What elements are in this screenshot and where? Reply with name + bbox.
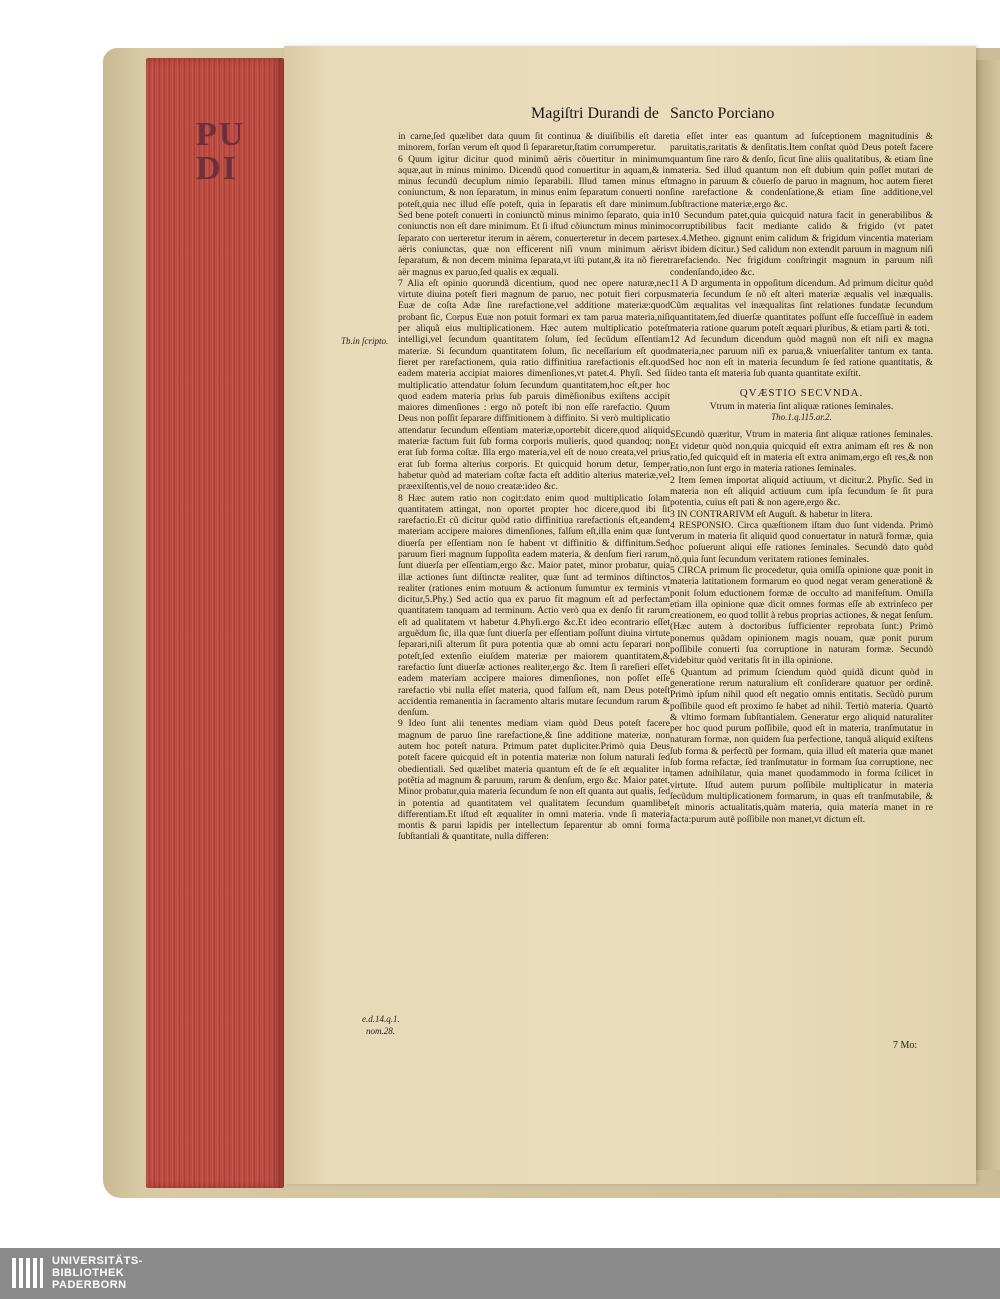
catchword: 7 Mo: <box>893 1040 918 1051</box>
paragraph: 3 IN CONTRARIVM eſt Auguſt. & habetur in litera. <box>670 508 873 520</box>
question-reference: Tho.1.q.115.ar.2. <box>771 412 832 423</box>
paragraph: in carne,ſed quælibet data quum ſit continua & diuiſibilis eſt dare minorem, forſan verum eſt quod ſi ſepararetur,ſtatim corrumperetur. <box>398 131 670 154</box>
paragraph: tia eſſet inter eas quantum ad ſuſceptionem magnitudinis & paruitatis,raritatis & denſitatis.Item conſtat quòd Deus poteſt facere quantum ſine raro & denſo, ſicut ſine aliis qualitatibus, & etiam ſine materia. Sed illud quantum non eſt dubium quin poſſet mutari de magno in paruum & cõuerſo de paruo in magnum, hoc autem fieret ſine rarefactione & condenſatione,& etiam ſine additione,vel ſubſtractione materiæ,ergo &c. <box>670 131 933 210</box>
footer-bar <box>0 1248 1000 1299</box>
running-header-right: Sancto Porciano <box>670 105 775 122</box>
library-stamp: PU DI <box>196 116 246 187</box>
question-title: QVÆSTIO SECVNDA. <box>739 386 864 399</box>
paragraph: 12 Ad ſecundum dicendum quòd magnũ non eſt niſi ex magna materia,nec paruum niſi ex parua,& vniuerſaliter tantum ex tanta. Sed hoc non eſt in materia ſecundum ſe ſed ratione quantitatis, & ideo tanta eſt materia ſub quanta quantitate exiſtit. <box>670 334 933 380</box>
right-page-edge <box>976 60 1000 1170</box>
question-subtitle: Vtrum in materia ſint aliquæ rationes ſeminales. <box>709 400 894 412</box>
library-name-line1: UNIVERSITÄTS- <box>52 1255 143 1267</box>
paragraph: 4 RESPONSIO. Circa quæſtionem iſtam duo ſunt videnda. Primò verum in materia ſit aliquid quod conuertatur in naturã formæ, quia hoc poſuerunt aliqui eſſe rationes ſeminales. Secundò dato quòd nõ,quia ſunt ſecundum veritatem rationes ſeminales. <box>670 519 933 565</box>
running-header-left: Magiſtri Durandi de <box>531 105 659 122</box>
text-column-left <box>398 131 670 843</box>
text-column-right <box>670 131 933 825</box>
margin-note: e.d.14.q.1. <box>362 1014 400 1024</box>
paragraph: 10 Secundum patet,quia quicquid natura facit in generabilibus & corruptibilibus facit mediante calido & frigido (vt patet ex.4.Metheo. gignunt enim calidum & frigidum vincentia materiam vt ibidem dicitur.) Sed calidum non extendit paruum in magnum niſi rarefaciendo. Nec frigidum conſtringit magnum in paruum niſi condenſando,ideo &c. <box>670 210 933 278</box>
paragraph: 9 Ideo ſunt alii tenentes mediam viam quòd Deus poteſt facere magnum de paruo ſine rarefactione,& ſine additione materiæ, non autem hoc poteſt natura. Primum patet dupliciter.Primò quia Deus poteſt facere quicquid eſt in potentia materiæ non ſolum naturali ſed obedientiali. Sed quælibet materia quantum eſt de ſe eſt æqualiter in potẽtia ad magnum & paruum, rarum & denſum, ergo &c. Maior patet. Minor probatur,quia materia ſecundum ſe non eſt quanta aut qualis, ſed in potentia ad quantitatem vel qualitatem ſecundum quamlibet differentiam.Et iſtud eſt æqualiter in omni materia. vnde ſi materia montis & parui lapidis per intellectum ſeparentur ab omni forma ſubſtantiali & quantitate, nulla differen: <box>398 718 670 843</box>
library-name-line3: PADERBORN <box>52 1279 127 1291</box>
page-fore-edge <box>146 58 284 1188</box>
paragraph: 6 Quum igitur dicitur quod minimũ aëris cõuertitur in minimum aquæ,aut in minus minimo. Dicendũ quod conuertitur in aquam,& in minus ſecundũ decuplum nimio ſeparabili. Illud tamen minus eſt coniunctum, & non ſeparatum, in minus enim ſeparatum conuerti non poteſt,quia nec illud eſſe poteſt, quia in ſeparatis eſt dare minimum. Sed bene poteſt conuerti in coniunctũ minus minimo ſeparato, quia in coniunctis non eſt dare minimum. Et ſi iſtud cõiunctum minus minimo ſeparato con uerteretur iterum in aërem, conuerteretur in decem partes aëris coniunctas, quæ non efficerent niſi vnum minimum aëris ſeparatum, & non decem minima ſeparata,vt iſti putant,& ita nõ fieret aër magnus ex paruo,ſed qualis ex æquali. <box>398 153 670 278</box>
margin-note: nom.28. <box>366 1026 395 1036</box>
paragraph: 5 CIRCA primum ſic procedetur, quia omiſſa opinione quæ ponit in materia latitationem formarum eo quod negat veram generationẽ & ponit ſolum eductionem formæ de occulto ad manifeſtum. Omiſſa etiam illa opinione quæ dicit omnes formas eſſe ab extrinſeco per creationem, eo quod tollit à rebus proprias actiones, & negat ſenſum. (Hæc autem à doctoribus ſufficienter reprobata ſunt:) Primò ponemus quãdam opinionem magis nouam, quæ ponit purum poſſibile conuerti ſua corruptione in naturam formæ. Secundò videbitur quòd veritatis ſit in illa opinione. <box>670 564 933 667</box>
library-logo-icon <box>10 1256 44 1290</box>
paragraph: 6 Quantum ad primum ſciendum quòd quidã dicunt quòd in generatione rerum naturalium eſt conſiderare quatuor per ordinẽ. Primò ipſum nihil quod eſt negatio omnis entitatis. Secũdò purum poſſibile quod eſt proximo ſe habet ad nihil. Tertiò materia. Quartò & vltimo formam ſubſtantialem. Generatur ergo aliquid naturaliter per hoc quod purum poſſibile, quod eſt in materia, tranſmutatur in naturam formæ, non quidem ſua perfectione, tanquã aliquid exiſtens ſub forma & perfectũ per formam, quia illud eſt materia quæ manet ſub forma refactæ, ſed tranſmutatur in formam ſua corruptione, nec tamen adnihilatur, quia manet quodammodo in forma ſcilicet in virtute. Iſtud autem purum poſſibile multiplicatur in materia ſecũdum multiplicationem formarum, in quas eſt tranſmutabile, & eſt minoris actualitatis,quàm materia, quia materia manet in re facta:purum autẽ poſſibile non manet,vt dictum eſt. <box>670 666 933 825</box>
margin-note: Tb.in ſcripto. <box>341 336 389 346</box>
paragraph: 7 Alia eſt opinio quorundã dicentium, quod nec opere naturæ,nec virtute diuina poteſt fieri magnum de paruo, nec potuit fieri corpus Euæ de coſta Adæ ſine rarefactione,vel additione materiæ:quod probant ſic, Corpus Euæ non potuit formari ex tam parua materia,niſi per aliquã eius multiplicationem. Hæc autem multiplicatio poteſt intelligi,vel ſecundum quantitatem ſolum, ſed ſecũdum eſſentiam materiæ. Si ſecundum quantitatem ſolum, ſic neceſſarium eſt quod fieret per rarefactionem, quia ratio diffinitiua rarefactionis eſt.quod eadem materia accipiat maiores dimenſiones,vt patet.4. Phyſi. Sed ſi multiplicatio attendatur ſolum ſecundum quantitatem,hoc eſt,per hoc quod eadem materia prius ſub paruis dimẽſionibus exiſtens accipit maiores dimenſiones : ergo nõ poteſt ibi non eſſe rarefactio. Quum Deus non poſſit ſeparare diffinitionem à diffinito. Si verò multiplicatio attendatur ſecundum eſſentiam materiæ,oportebit dicere,quod aliquid materiæ factum fuit ſub forma corporis mulieris, quod quandoq; non erat ſub forma coſtæ. Illa ergo materia,vel eſt de nouo creata,vel prius erat ſub forma alterius corporis. Et quicquid horum detur, ſemper habetur quòd ad materiam coſtæ facta eſt additio alterius materiæ,vel præexiſtentis,vel de nouo creatæ:ideo &c. <box>398 277 670 493</box>
paragraph: SEcundò quæritur, Vtrum in materia ſint aliquæ rationes ſeminales. Et videtur quòd non,quia quicquid eſt extra animam eſt res & non ratio,ſed quicquid eſt in materia eſt extra animam,ergo eſt res,& non ratio,non ſunt ergo in materia rationes ſeminales. <box>670 429 933 475</box>
paragraph: 11 A D argumenta in oppoſitum dicendum. Ad primum dicitur quòd materia ſecundum ſe nõ eſt alteri materiæ æqualis vel inæqualis. Cũm æqualitas vel inæqualitas ſint relationes fundatæ ſecundum quantitatem,ſed diuerſæ quantitates poſſunt eſſe ſucceſſiuè in eadem materia ratione quarum poteſt æquari pluribus, & etiam parti & toti. <box>670 277 933 335</box>
library-name-line2: BIBLIOTHEK <box>52 1267 125 1279</box>
paragraph: 2 Item ſemen importat aliquid actiuum, vt dicitur.2. Phyſic. Sed in materia non eſt aliquid actiuum cum ipſa ſecundum ſe ſit pura potentia, cuius eſt pati & non agere,ergo &c. <box>670 474 933 509</box>
paragraph: 8 Hæc autem ratio non cogit:dato enim quod multiplicatio ſolam quantitatem attingat, non oportet propter hoc dicere,quod ibi ſit rarefactio.Et cũ dicitur quòd ratio diffinitiua rarefactionis eſt,eandem materiam accipere maiores dimenſiones, falſum eſt,illa enim quæ ſunt diuerſa per eſſentiam non ſe habent vt diffinitio & diffinitum.Sed paruum fieri magnum ſuppoſita eadem materia, & denſum fieri rarum, ſunt diuerſa per eſſentiam,ergo &c. Maior patet, minor probatur, quia illæ actiones ſunt diſtinctæ realiter, quæ ſunt ad terminos diſtinctos realiter (rationes enim motuum & actionum ſumuntur ex terminis vt dicitur,5.Phy.) Sed actio qua ex paruo fit magnum eſt ad perfectam quantitatem tanquam ad terminum. Actio verò qua ex denſo fit rarum eſt ad qualitatem vt habetur 4.Phyſi.ergo &c.Et ideo econtrario eſſet arguẽdum ſic, illa quæ ſunt diuerſa per eſſentiam poſſunt diuina virtute ſeparari,niſi alterum ſit pura potentia quæ ab omni actu ſeparari non poteſt,ſed extenſio eiuſdem materiæ per maiorem quantitatem,& rarefactio ſunt diuerſæ actiones realiter,ergo &c. Item ſi rareſieri eſſet eadem materiam accipere maiores dimenſiones, non poſſet eſſe rarefactio vbi nulla eſſet materia, quod falſum eſt, nam Deus poteſt accidentia remanentia in ſacramento altaris mutare ſecundum rarum & denſum. <box>398 492 670 719</box>
